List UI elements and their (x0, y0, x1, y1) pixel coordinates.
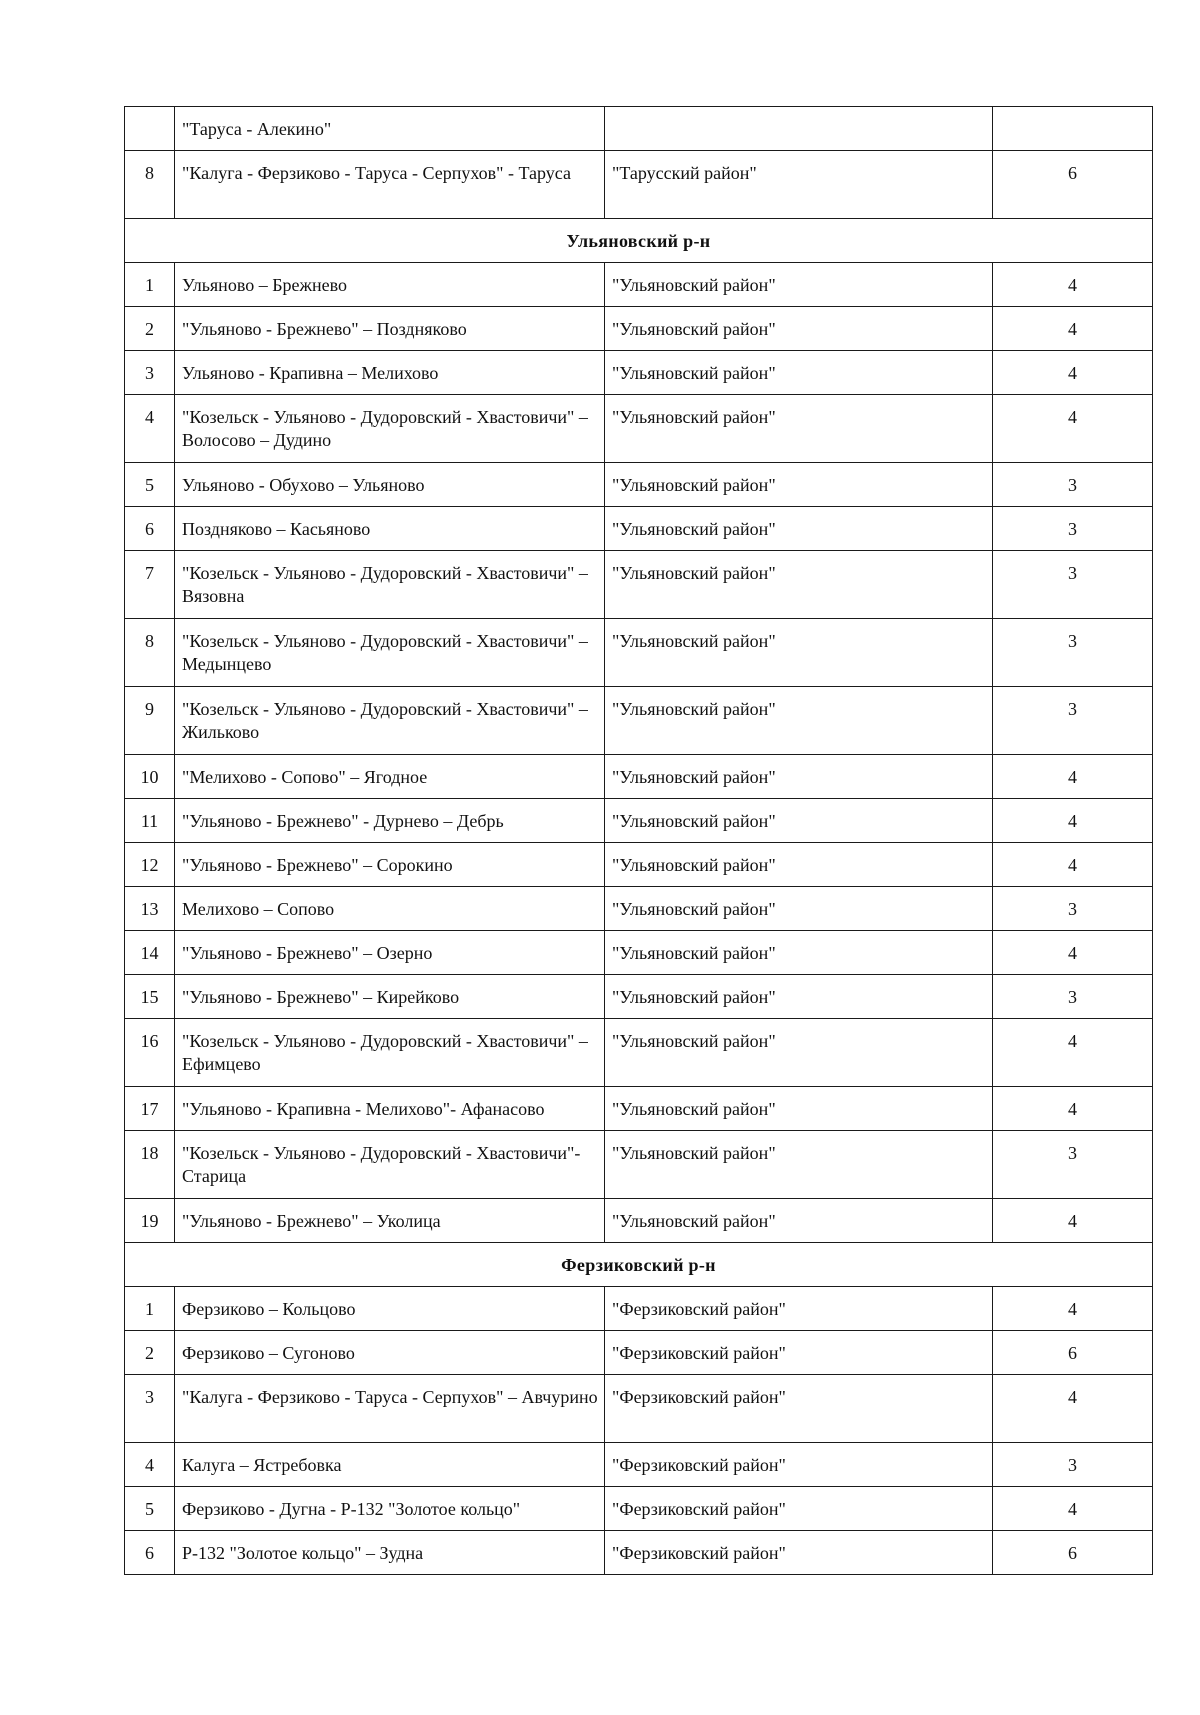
table-row (125, 619, 1153, 687)
road-name: "Козельск - Ульяново - Дудоровский - Хвастовичи" – Жильково (175, 687, 605, 755)
road-value: 4 (993, 1287, 1153, 1331)
row-number: 15 (125, 975, 175, 1019)
row-number: 19 (125, 1199, 175, 1243)
row-number: 14 (125, 931, 175, 975)
road-name: Р-132 "Золотое кольцо" – Зудна (175, 1531, 605, 1575)
row-number: 6 (125, 1531, 175, 1575)
road-value: 4 (993, 1199, 1153, 1243)
table-row (125, 843, 1153, 887)
row-number: 13 (125, 887, 175, 931)
row-number: 1 (125, 263, 175, 307)
road-value: 6 (993, 1531, 1153, 1575)
road-value: 6 (993, 151, 1153, 219)
table-row (125, 1443, 1153, 1487)
row-number: 5 (125, 463, 175, 507)
road-value: 4 (993, 307, 1153, 351)
road-owner: "Ферзиковский район" (605, 1331, 993, 1375)
row-number: 2 (125, 307, 175, 351)
road-owner: "Ферзиковский район" (605, 1487, 993, 1531)
section-header-row (125, 1243, 1153, 1287)
road-value: 4 (993, 1487, 1153, 1531)
road-name: "Ульяново - Крапивна - Мелихово"- Афанасово (175, 1087, 605, 1131)
table-row (125, 263, 1153, 307)
table-row (125, 107, 1153, 151)
road-owner: "Ферзиковский район" (605, 1443, 993, 1487)
road-name: "Таруса - Алекино" (175, 107, 605, 151)
section-title: Ферзиковский р-н (125, 1243, 1153, 1287)
road-name: "Козельск - Ульяново - Дудоровский - Хвастовичи" – Волосово – Дудино (175, 395, 605, 463)
table-row (125, 1375, 1153, 1443)
road-owner: "Ульяновский район" (605, 755, 993, 799)
road-owner (605, 107, 993, 151)
row-number: 10 (125, 755, 175, 799)
road-name: "Ульяново - Брежнево" – Поздняково (175, 307, 605, 351)
row-number: 9 (125, 687, 175, 755)
road-owner: "Ульяновский район" (605, 263, 993, 307)
road-value: 3 (993, 551, 1153, 619)
row-number: 1 (125, 1287, 175, 1331)
table-row (125, 151, 1153, 219)
road-value: 4 (993, 1019, 1153, 1087)
road-owner: "Ульяновский район" (605, 687, 993, 755)
table-row (125, 351, 1153, 395)
row-number: 3 (125, 351, 175, 395)
road-value: 3 (993, 1443, 1153, 1487)
row-number (125, 107, 175, 151)
road-name: "Ульяново - Брежнево" - Дурнево – Дебрь (175, 799, 605, 843)
road-name: "Ульяново - Брежнево" – Уколица (175, 1199, 605, 1243)
road-owner: "Ульяновский район" (605, 799, 993, 843)
roads-table-body (125, 107, 1153, 1575)
road-name: "Козельск - Ульяново - Дудоровский - Хвастовичи"- Старица (175, 1131, 605, 1199)
road-owner: "Ульяновский район" (605, 619, 993, 687)
table-row (125, 687, 1153, 755)
road-owner: "Ульяновский район" (605, 843, 993, 887)
road-name: Поздняково – Касьяново (175, 507, 605, 551)
road-value: 3 (993, 887, 1153, 931)
road-name: "Козельск - Ульяново - Дудоровский - Хвастовичи" – Вязовна (175, 551, 605, 619)
road-owner: "Ульяновский район" (605, 1199, 993, 1243)
road-value: 3 (993, 975, 1153, 1019)
section-title: Ульяновский р-н (125, 219, 1153, 263)
table-row (125, 755, 1153, 799)
road-owner: "Ульяновский район" (605, 975, 993, 1019)
road-name: Мелихово – Сопово (175, 887, 605, 931)
row-number: 11 (125, 799, 175, 843)
road-name: "Козельск - Ульяново - Дудоровский - Хвастовичи" – Ефимцево (175, 1019, 605, 1087)
table-row (125, 887, 1153, 931)
road-value: 4 (993, 263, 1153, 307)
road-name: "Калуга - Ферзиково - Таруса - Серпухов" – Авчурино (175, 1375, 605, 1443)
road-value: 4 (993, 1375, 1153, 1443)
row-number: 8 (125, 151, 175, 219)
road-value: 4 (993, 1087, 1153, 1131)
road-value: 4 (993, 755, 1153, 799)
road-name: Ферзиково - Дугна - Р-132 "Золотое кольцо" (175, 1487, 605, 1531)
table-row (125, 799, 1153, 843)
road-value: 4 (993, 351, 1153, 395)
row-number: 3 (125, 1375, 175, 1443)
road-name: Ульяново - Обухово – Ульяново (175, 463, 605, 507)
table-row (125, 1331, 1153, 1375)
road-owner: "Ферзиковский район" (605, 1375, 993, 1443)
road-value: 4 (993, 843, 1153, 887)
road-owner: "Ульяновский район" (605, 307, 993, 351)
row-number: 16 (125, 1019, 175, 1087)
row-number: 17 (125, 1087, 175, 1131)
table-row (125, 1131, 1153, 1199)
road-value (993, 107, 1153, 151)
road-owner: "Ульяновский район" (605, 351, 993, 395)
road-value: 4 (993, 799, 1153, 843)
road-name: "Козельск - Ульяново - Дудоровский - Хвастовичи" – Медынцево (175, 619, 605, 687)
road-value: 4 (993, 395, 1153, 463)
row-number: 12 (125, 843, 175, 887)
table-row (125, 507, 1153, 551)
road-name: "Мелихово - Сопово" – Ягодное (175, 755, 605, 799)
table-row (125, 463, 1153, 507)
road-owner: "Ферзиковский район" (605, 1287, 993, 1331)
roads-table (124, 106, 1153, 1575)
road-owner: "Ульяновский район" (605, 551, 993, 619)
road-owner: "Тарусский район" (605, 151, 993, 219)
row-number: 18 (125, 1131, 175, 1199)
row-number: 2 (125, 1331, 175, 1375)
road-owner: "Ферзиковский район" (605, 1531, 993, 1575)
table-row (125, 1487, 1153, 1531)
row-number: 6 (125, 507, 175, 551)
table-row (125, 1199, 1153, 1243)
road-value: 6 (993, 1331, 1153, 1375)
road-value: 3 (993, 507, 1153, 551)
road-name: "Ульяново - Брежнево" – Озерно (175, 931, 605, 975)
row-number: 7 (125, 551, 175, 619)
road-owner: "Ульяновский район" (605, 507, 993, 551)
road-owner: "Ульяновский район" (605, 931, 993, 975)
road-name: "Калуга - Ферзиково - Таруса - Серпухов" - Таруса (175, 151, 605, 219)
road-name: Ферзиково – Кольцово (175, 1287, 605, 1331)
road-value: 4 (993, 931, 1153, 975)
road-name: Ульяново – Брежнево (175, 263, 605, 307)
table-row (125, 1019, 1153, 1087)
road-owner: "Ульяновский район" (605, 887, 993, 931)
road-name: "Ульяново - Брежнево" – Сорокино (175, 843, 605, 887)
road-owner: "Ульяновский район" (605, 395, 993, 463)
table-row (125, 307, 1153, 351)
table-row (125, 931, 1153, 975)
road-owner: "Ульяновский район" (605, 1019, 993, 1087)
road-name: "Ульяново - Брежнево" – Кирейково (175, 975, 605, 1019)
table-row (125, 1087, 1153, 1131)
road-value: 3 (993, 463, 1153, 507)
row-number: 5 (125, 1487, 175, 1531)
row-number: 8 (125, 619, 175, 687)
road-value: 3 (993, 619, 1153, 687)
road-name: Калуга – Ястребовка (175, 1443, 605, 1487)
row-number: 4 (125, 395, 175, 463)
road-value: 3 (993, 687, 1153, 755)
road-name: Ферзиково – Сугоново (175, 1331, 605, 1375)
road-owner: "Ульяновский район" (605, 463, 993, 507)
road-value: 3 (993, 1131, 1153, 1199)
table-row (125, 395, 1153, 463)
table-row (125, 1531, 1153, 1575)
table-row (125, 551, 1153, 619)
table-row (125, 1287, 1153, 1331)
section-header-row (125, 219, 1153, 263)
road-owner: "Ульяновский район" (605, 1131, 993, 1199)
row-number: 4 (125, 1443, 175, 1487)
road-owner: "Ульяновский район" (605, 1087, 993, 1131)
road-name: Ульяново - Крапивна – Мелихово (175, 351, 605, 395)
table-row (125, 975, 1153, 1019)
